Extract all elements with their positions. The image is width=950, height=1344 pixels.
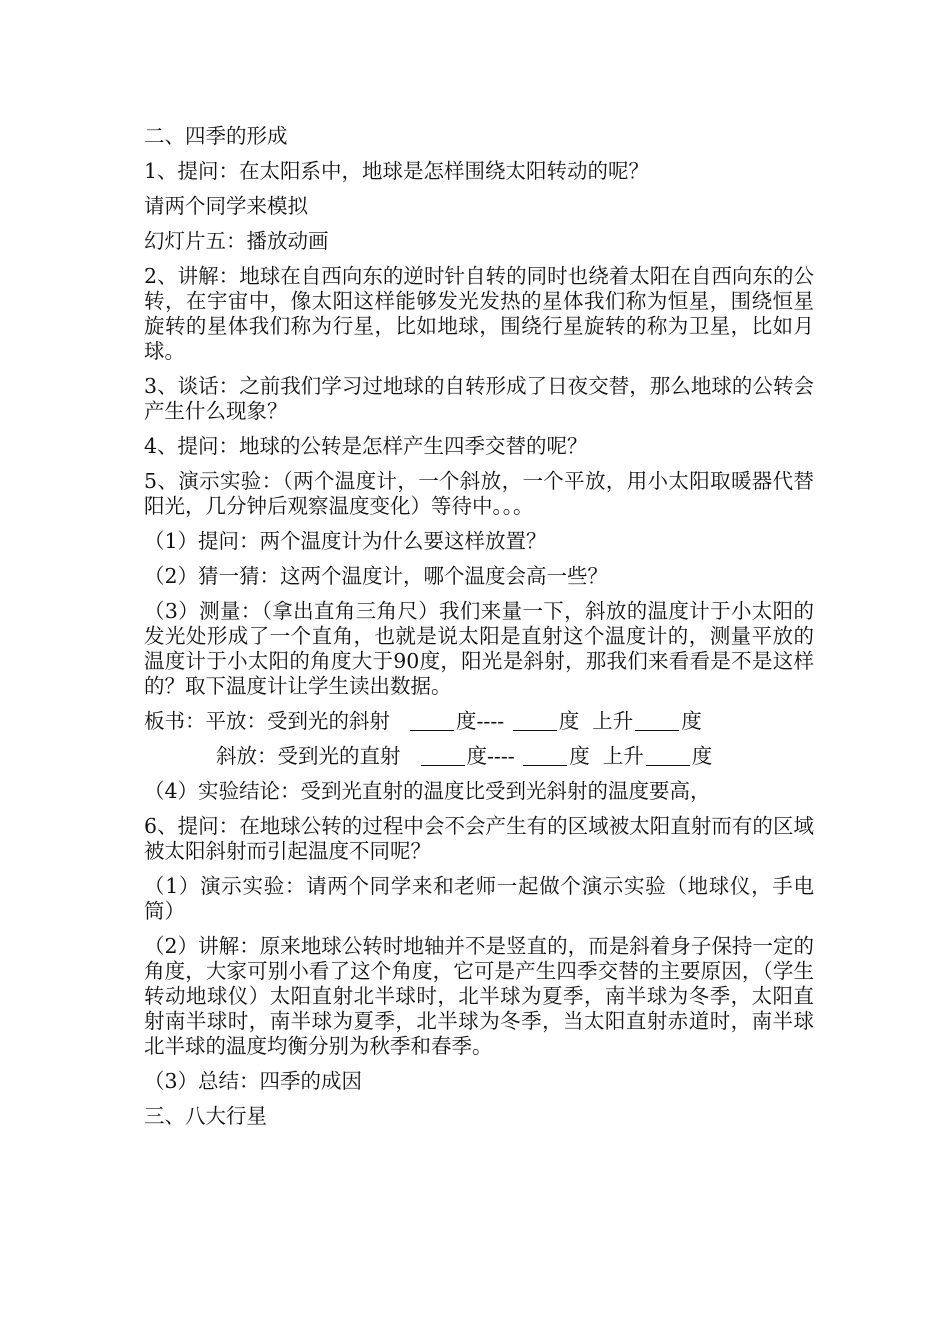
paragraph: 4、提问：地球的公转是怎样产生四季交替的呢？ (144, 434, 588, 458)
paragraph: （3）测量：（拿出直角三角尺）我们来量一下，斜放的温度计于小太阳的发光处形成了一个直角，也就是说太阳是直射这个温度计的，测量平放的温度计于小太阳的角度大于90度，阳光是斜射，那我们来看看是不是这样的？取下温度计让学生读出数据。 (144, 599, 814, 698)
dash-separator: ---- (487, 744, 515, 768)
board-notes-row-1 (144, 709, 814, 734)
paragraph: （1）提问：两个温度计为什么要这样放置？ (144, 529, 547, 553)
fill-blank (421, 747, 465, 766)
dash-separator: ---- (476, 709, 505, 733)
fill-blank (523, 747, 567, 766)
paragraph: （1）演示实验：请两个同学来和老师一起做个演示实验（地球仪，手电筒） (144, 874, 814, 923)
unit-label: 度 (456, 709, 477, 733)
fill-blank (635, 712, 679, 731)
fill-blank (646, 747, 690, 766)
board-row1-text: 平放：受到光的斜射 (205, 709, 390, 733)
paragraph: （2）猜一猜：这两个温度计，哪个温度会高一些？ (144, 564, 609, 588)
unit-label: 度 (558, 709, 580, 733)
rise-label: 上升 (602, 744, 644, 768)
unit-label: 度 (681, 709, 702, 733)
fill-blank (513, 712, 557, 731)
paragraph: 1、提问：在太阳系中，地球是怎样围绕太阳转动的呢？ (144, 159, 650, 183)
section-heading: 二、四季的形成 (144, 124, 288, 148)
board-notes-row-2 (144, 744, 814, 769)
unit-label: 度 (691, 744, 713, 768)
paragraph: 3、谈话：之前我们学习过地球的自转形成了日夜交替，那么地球的公转会产生什么现象？ (144, 374, 814, 423)
paragraph: （3）总结：四季的成因 (144, 1069, 363, 1093)
rise-label: 上升 (592, 709, 634, 733)
paragraph: 幻灯片五：播放动画 (144, 229, 329, 253)
section-heading: 三、八大行星 (144, 1104, 267, 1128)
paragraph: 请两个同学来模拟 (144, 194, 308, 218)
paragraph: 5、演示实验：（两个温度计，一个斜放，一个平放，用小太阳取暖器代替阳光，几分钟后观察温度变化）等待中。。。 (144, 469, 814, 518)
board-row2-text: 斜放：受到光的直射 (216, 744, 401, 768)
paragraph: 2、讲解：地球在自西向东的逆时针自转的同时也绕着太阳在自西向东的公转，在宇宙中，像太阳这样能够发光发热的星体我们称为恒星，围绕恒星旋转的星体我们称为行星，比如地球，围绕行星旋转的称为卫星，比如月球。 (144, 264, 814, 363)
paragraph: 6、提问：在地球公转的过程中会不会产生有的区域被太阳直射而有的区域被太阳斜射而引起温度不同呢？ (144, 814, 814, 863)
fill-blank (410, 712, 454, 731)
unit-label: 度 (569, 744, 590, 768)
document-body (144, 124, 814, 1139)
paragraph: （4）实验结论：受到光直射的温度比受到光斜射的温度要高， (144, 779, 711, 803)
board-label: 板书： (144, 709, 206, 733)
unit-label: 度 (466, 744, 487, 768)
paragraph: （2）讲解：原来地球公转时地轴并不是竖直的，而是斜着身子保持一定的角度，大家可别小看了这个角度，它可是产生四季交替的主要原因，（学生转动地球仪）太阳直射北半球时，北半球为夏季，南半球为冬季，太阳直射南半球时，南半球为夏季，北半球为冬季，当太阳直射赤道时，南半球北半球的温度均衡分别为秋季和春季。 (144, 934, 814, 1058)
